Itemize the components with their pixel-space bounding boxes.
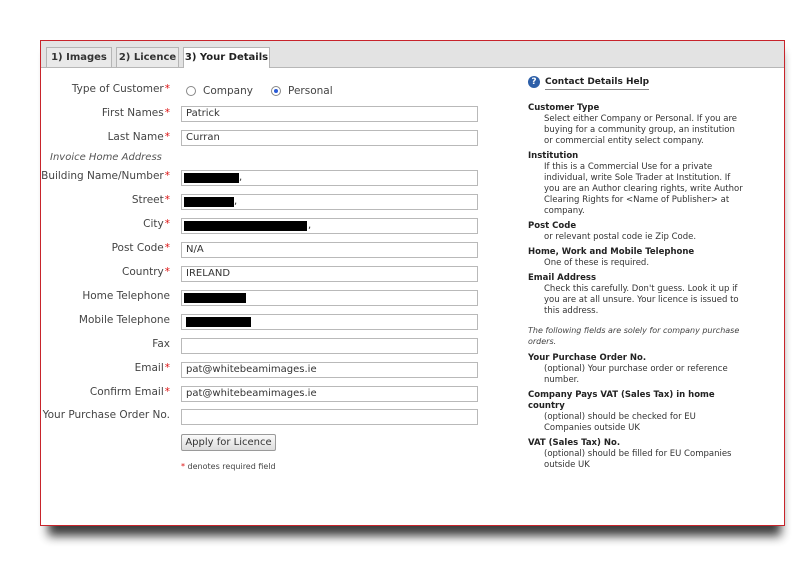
help-text-vat-no: (optional) should be filled for EU Companies outside UK [544,449,732,470]
help-text-vat-home: (optional) should be checked for EU Companies outside UK [544,412,696,433]
street-field[interactable] [181,194,478,210]
help-heading-email: Email Address [528,273,597,283]
radio-company[interactable] [186,86,196,96]
last-name-label: Last Name* [107,131,170,143]
fax-field[interactable] [181,338,478,354]
tab-images[interactable]: 1) Images [46,47,112,67]
tab-bar [41,41,784,68]
tab-your-details[interactable]: 3) Your Details [183,47,270,68]
radio-personal-label: Personal [288,85,333,97]
details-panel [40,40,785,526]
postcode-label: Post Code* [111,242,170,254]
help-text-telephone: One of these is required. [544,258,650,268]
invoice-address-heading: Invoice Home Address [50,152,162,163]
help-heading-post-code: Post Code [528,221,577,231]
first-names-field[interactable]: Patrick [181,106,478,122]
redaction-bar [186,317,251,327]
help-heading-telephone: Home, Work and Mobile Telephone [528,247,695,257]
help-text-post-code: or relevant postal code ie Zip Code. [544,232,697,242]
city-field[interactable] [181,218,478,234]
help-text-email: Check this carefully. Don't guess. Look it up if you are at all unsure. Your licence is issued to this address. [544,284,739,316]
help-text-po: (optional) Your purchase order or reference number. [544,364,728,385]
help-company-note: The following fields are solely for company purchase orders. [528,326,740,346]
help-title [528,75,743,93]
help-title-text: Contact Details Help [545,77,649,90]
redaction-bar [184,197,234,207]
country-label: Country* [122,266,170,278]
fax-label: Fax [152,338,170,350]
building-suffix: , [239,172,243,183]
email-label: Email* [134,362,170,374]
postcode-field[interactable]: N/A [181,242,478,258]
radio-personal[interactable] [271,86,281,96]
first-names-label: First Names* [101,107,170,119]
home-telephone-label: Home Telephone [82,290,170,302]
redaction-bar [184,221,307,231]
confirm-email-label: Confirm Email* [89,386,170,398]
building-field[interactable] [181,170,478,186]
purchase-order-label: Your Purchase Order No. [42,409,170,421]
email-field[interactable]: pat@whitebeamimages.ie [181,362,478,378]
help-heading-vat-home: Company Pays VAT (Sales Tax) in home country [528,390,715,411]
help-heading-customer-type: Customer Type [528,103,600,113]
apply-for-licence-button[interactable]: Apply for Licence [181,434,276,451]
city-label: City* [143,218,170,230]
home-telephone-field[interactable] [181,290,478,306]
mobile-telephone-label: Mobile Telephone [78,314,170,326]
help-heading-po: Your Purchase Order No. [528,353,647,363]
building-label: Building Name/Number* [41,170,170,182]
help-heading-vat-no: VAT (Sales Tax) No. [528,438,621,448]
help-text-customer-type: Select either Company or Personal. If you are buying for a community group, an institution or commercial entity select company. [544,114,738,146]
help-panel [528,75,743,471]
redaction-bar [184,293,246,303]
last-name-field[interactable]: Curran [181,130,478,146]
street-label: Street* [131,194,170,206]
radio-company-label: Company [203,85,253,97]
purchase-order-field[interactable] [181,409,478,425]
help-text-institution: If this is a Commercial Use for a private individual, write Sole Trader at Institution. If you are an Author clearing rights, write Author Clearing Rights for <Name of Publisher> at company. [544,162,743,216]
tab-licence[interactable]: 2) Licence [116,47,179,67]
city-suffix: , [308,220,312,231]
confirm-email-field[interactable]: pat@whitebeamimages.ie [181,386,478,402]
help-heading-institution: Institution [528,151,579,161]
help-icon: ? [528,76,540,88]
redaction-bar [184,173,239,183]
required-note: * denotes required field [181,462,276,471]
customer-type-label: Type of Customer* [71,83,170,95]
street-suffix: , [234,196,238,207]
country-field[interactable]: IRELAND [181,266,478,282]
mobile-telephone-field[interactable] [181,314,478,330]
